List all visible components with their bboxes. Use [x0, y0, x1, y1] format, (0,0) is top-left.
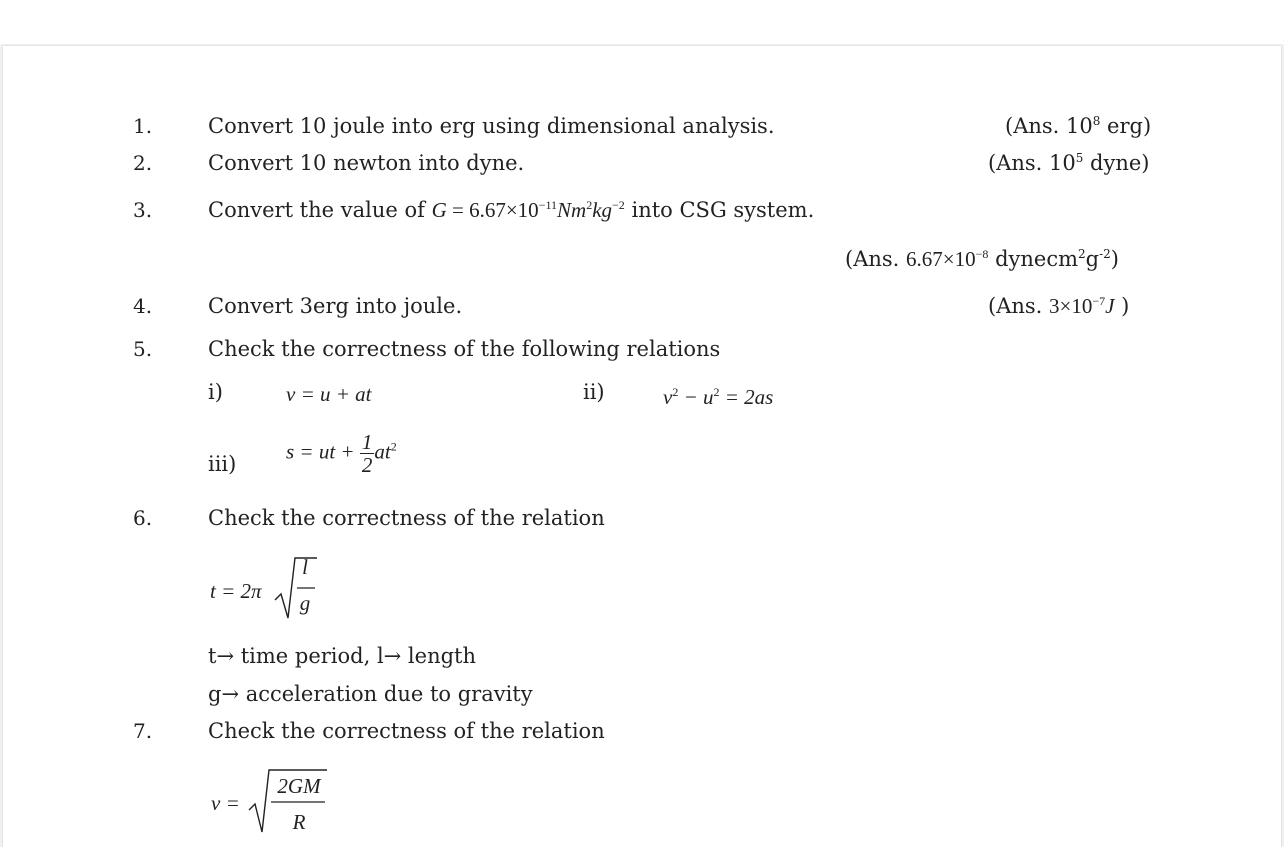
answer: (Ans. $3\times 10^{-7}J$ ) [988, 294, 1130, 318]
question-text: Convert 3erg into joule. [208, 294, 463, 318]
question-text: Check the correctness of the relation [208, 506, 605, 530]
note-line: g→ acceleration due to gravity [208, 682, 533, 706]
question-number: 4. [133, 294, 153, 318]
top-strip [0, 0, 1284, 44]
question-number: 2. [133, 151, 153, 175]
question-number: 5. [133, 337, 153, 361]
question-text: Convert the value of $G = 6.67\times 10^{-11}Nm^2kg^{-2}$ into CSG system. [208, 198, 815, 222]
note-line: t→ time period, l→ length [208, 644, 477, 668]
formula: t = 2π [210, 579, 262, 603]
formula: v = [211, 791, 240, 815]
question-text: Convert 10 newton into dyne. [208, 151, 525, 175]
numerator: 2GM [277, 774, 321, 798]
fraction: $\frac{1}{2}$ [361, 430, 373, 477]
part-label: iii) [208, 452, 237, 476]
formula: v = u + at [286, 382, 372, 406]
numerator: l [302, 555, 308, 579]
part-label: i) [208, 380, 223, 404]
question-number: 6. [133, 506, 153, 530]
question-number: 1. [133, 114, 153, 138]
question-number: 7. [133, 719, 153, 743]
question-text: Convert 10 joule into erg using dimensional analysis. [208, 114, 775, 138]
formula: $v^2 - u^2 = 2as$ [663, 385, 774, 409]
denominator: g [299, 591, 311, 615]
document-page [3, 46, 1281, 847]
answer: (Ans. $10^5$ dyne) [988, 151, 1150, 175]
formula: s = ut + $\frac{1}{2}$ $at^2$ [286, 430, 397, 477]
question-text: Check the correctness of the following relations [208, 337, 721, 361]
answer: (Ans. $6.67\times 10^{-8}$ $dynecm^2g^{-2}$) [845, 247, 1119, 271]
question-text: Check the correctness of the relation [208, 719, 605, 743]
denominator: R [292, 810, 306, 834]
part-label: ii) [583, 380, 605, 404]
question-number: 3. [133, 198, 153, 222]
answer: (Ans. $10^8$ erg) [1005, 114, 1152, 138]
